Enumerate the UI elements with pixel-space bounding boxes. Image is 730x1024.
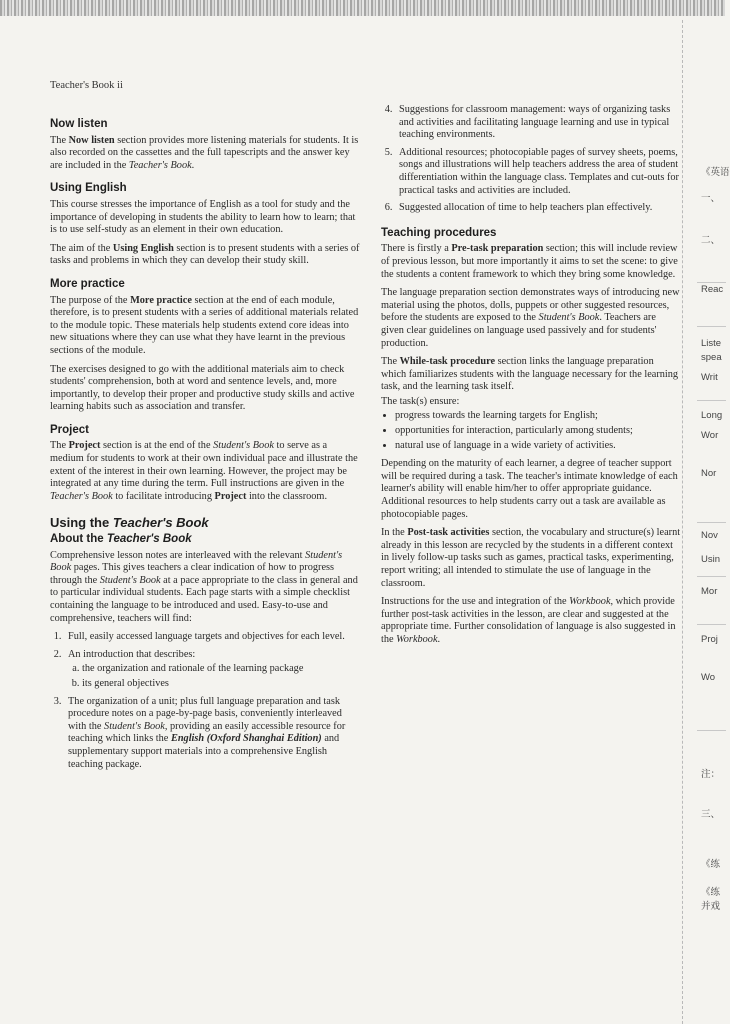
margin-label: 《练 xyxy=(701,887,721,898)
sub-list xyxy=(68,663,362,690)
running-head: Teacher's Book ii xyxy=(50,80,123,91)
scan-artifact-top xyxy=(0,0,725,16)
more-practice-paragraph-2: The exercises designed to go with the additional materials aim to check students' comprehension, both at word and sentence levels, and, more importantly, to develop their proper and productive study skills and active learning habits such as association and transfer. xyxy=(50,363,355,413)
margin-label: 三、 xyxy=(701,809,721,820)
margin-label: Reac xyxy=(701,284,724,295)
using-english-paragraph-1: This course stresses the importance of English as a tool for study and the importance of developing in students the ability to learn how to learn; that is to use self-study as an element in their own education. xyxy=(50,198,356,236)
margin-label: 一、 xyxy=(701,193,721,204)
margin-rule xyxy=(697,522,726,523)
margin-label: Long xyxy=(701,410,723,421)
more-practice-paragraph-1: The purpose of the More practice section at the end of each module, therefore, is to present students with a series of additional materials related to the module topic. These materials help students extend core ideas into new situations where they can use what they have learnt in the previous sections of the module. xyxy=(50,294,359,356)
bullet-item: • opportunities for interaction, particularly among students; xyxy=(395,425,681,438)
margin-label: Proj xyxy=(701,634,718,645)
list-item: 6. Suggested allocation of time to help teachers plan effectively. xyxy=(395,202,681,215)
margin-label: Liste xyxy=(701,338,722,349)
adjacent-page-margin xyxy=(682,20,730,1024)
right-column xyxy=(381,104,681,653)
margin-label: Mor xyxy=(701,586,718,597)
margin-label: 并戏 xyxy=(701,901,721,912)
teaching-paragraph-1: There is firstly a Pre-task preparation section; this will include review of previous lesson, but more importantly it aims to set the scene: to give the students a content framework to which they bring some knowledge. xyxy=(381,243,678,280)
teaching-paragraph-7: Instructions for the use and integration of the Workbook, which provide further post-task activities in the lesson, are clear and suggested at the appropriate time. Further consolidation of language is also suggested in the Workbook. xyxy=(381,596,676,645)
margin-label: 《英语 xyxy=(701,167,730,178)
list-item: 3. The organization of a unit; plus full language preparation and task procedure notes on a page-by-page basis, conveniently interleaved with the Student's Book, providing an easily accessible resource for teaching which links the English (Oxford Shanghai Edition) and supplementary support materials into a comprehensive English teaching package. xyxy=(64,696,362,772)
list-item: 5. Additional resources; photocopiable pages of survey sheets, poems, songs and illustrations will help teachers address the area of student differentiation within the language class. Templates and cut-outs for practical tasks and activities are included. xyxy=(395,147,681,197)
heading-now-listen: Now listen xyxy=(50,118,108,130)
heading-using-english: Using English xyxy=(50,182,127,195)
heading-more-practice: More practice xyxy=(50,277,125,290)
teaching-paragraph-2: The language preparation section demonstrates ways of introducing new material using the photos, dolls, puppets or other suggested resources, before the students are exposed to the Student's Book. Teachers are given clear guidelines on language used passively and for students' production. xyxy=(381,287,680,349)
margin-rule xyxy=(697,282,726,283)
margin-label: 《练 xyxy=(701,859,721,870)
task-ensure-list xyxy=(381,410,681,452)
subheading-about-teachers-book: About the Teacher's Book xyxy=(50,533,192,546)
teaching-paragraph-4: The task(s) ensure: xyxy=(381,395,460,407)
list-item: 2. An introduction that describes: a. the organization and rationale of the learning package b. its general objectives xyxy=(64,649,362,691)
teachers-book-features-list-continued xyxy=(381,104,681,215)
bullet-item: • progress towards the learning targets for English; xyxy=(395,410,681,423)
margin-rule xyxy=(697,624,726,625)
margin-rule xyxy=(697,326,726,327)
margin-label: Nov xyxy=(701,530,718,541)
margin-label: Wor xyxy=(701,430,719,441)
left-column xyxy=(50,108,362,777)
margin-label: Nor xyxy=(701,468,717,479)
heading-project: Project xyxy=(50,423,89,436)
margin-rule xyxy=(697,730,726,731)
now-listen-paragraph: The Now listen section provides more listening materials for students. It is also recorded on the cassettes and the full tapescripts and the answer key are included in the Teacher's Book. xyxy=(50,134,359,171)
sub-list-item: b. its general objectives xyxy=(82,678,362,691)
heading-using-teachers-book: Using the Teacher's Book xyxy=(50,515,209,531)
teaching-paragraph-3: The While-task procedure section links the language preparation which familiarizes students with the language necessary for the learning task, and the learning task itself. xyxy=(381,356,679,393)
teaching-paragraph-5: Depending on the maturity of each learner, a degree of teacher support will be required during a task. The teacher's intimate knowledge of each learner's ability will enable him/her to offer appropriate guidance. Additional resources to help students carry out a task are available as photocopiable pages. xyxy=(381,458,678,520)
heading-teaching-procedures: Teaching procedures xyxy=(381,226,497,239)
about-teachers-book-paragraph: Comprehensive lesson notes are interleaved with the relevant Student's Book pages. This gives teachers a clear indication of how to progress through the Student's Book at a pace appropriate to the class in general and to particular individual students. Each page starts with a simple checklist containing the language to be introduced and used. Easy-to-use and comprehensive, teachers will find: xyxy=(50,549,358,624)
list-item: 1. Full, easily accessed language targets and objectives for each level. xyxy=(64,631,362,644)
margin-rule xyxy=(697,576,726,577)
margin-label: spea xyxy=(701,352,722,363)
teaching-paragraph-6: In the Post-task activities section, the vocabulary and structure(s) learnt already in this lesson are recycled by the students in a different context in lively follow-up tasks such as games, practical tasks, experimenting, report writing; all intended to stimulate the use of language in the classroom. xyxy=(381,527,681,589)
teachers-book-features-list xyxy=(50,631,362,771)
list-item: 4. Suggestions for classroom management: ways of organizing tasks and activities and facilitating language learning and use in typical teaching environments. xyxy=(395,104,681,142)
sub-list-item: a. the organization and rationale of the learning package xyxy=(82,663,362,676)
using-english-paragraph-2: The aim of the Using English section is to present students with a series of tasks and problems in which they can develop their study skill. xyxy=(50,242,360,267)
margin-label: Writ xyxy=(701,372,718,383)
margin-rule xyxy=(697,400,726,401)
margin-label: 二、 xyxy=(701,235,721,246)
project-paragraph: The Project section is at the end of the Student's Book to serve as a medium for students to work at their own individual pace and illustrate the extent of the interest in their own learning. However, the project may be integrated at any time during the term. Full instructions are given in the Teacher's Book to facilitate introducing Project into the classroom. xyxy=(50,440,358,502)
margin-label: Usin xyxy=(701,554,721,565)
margin-label: Wo xyxy=(701,672,716,683)
margin-label: 注： xyxy=(701,769,721,780)
bullet-item: • natural use of language in a wide variety of activities. xyxy=(395,440,681,453)
